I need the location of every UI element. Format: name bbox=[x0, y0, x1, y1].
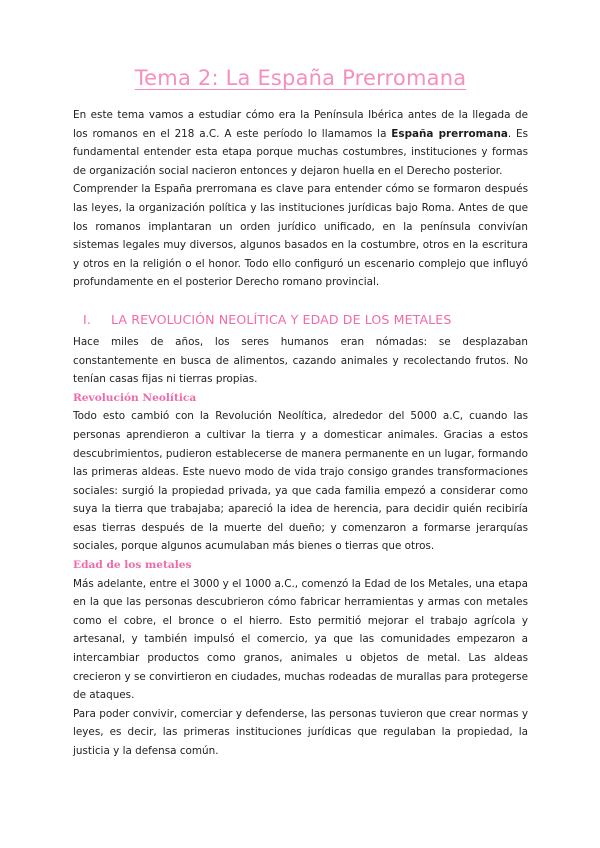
section-number: I. bbox=[83, 311, 91, 327]
intro-text-1b: . Es fundamental entender esta etapa porque muchas costumbres, instituciones y formas de organización social nacieron entonces y dejaron huella en el Derecho posterior. bbox=[73, 127, 528, 177]
section-paragraph-2: Todo esto cambió con la Revolución Neolítica, alrededor del 5000 a.C, cuando las personas aprendieron a cultivar la tierra y a domesticar animales. Gracias a estos descubrimientos, pudieron establecerse de manera permanente en un lugar, formando las primeras aldeas. Este nuevo modo de vida trajo consigo grandes transformaciones sociales: surgió la propiedad privada, ya que cada familia empezó a considerar como suya la tierra que trabajaba; apareció la idea de herencia, para decidir quién recibiría esas tierras después de la muerte del dueño; y comenzaron a formarse jerarquías sociales, porque algunos acumulaban más bienes o tierras que otros. bbox=[73, 410, 528, 553]
intro-bold-term: España prerromana bbox=[391, 127, 508, 140]
subheading-metals: Edad de los metales bbox=[73, 559, 192, 572]
subheading-neolithic: Revolución Neolítica bbox=[73, 391, 197, 404]
section-title: LA REVOLUCIÓN NEOLÍTICA Y EDAD DE LOS METALES bbox=[111, 311, 452, 327]
intro-paragraph-1 bbox=[73, 106, 528, 180]
section-paragraph-1: Hace miles de años, los seres humanos eran nómadas: se desplazaban constantemente en busca de alimentos, cazando animales y recolectando frutos. No tenían casas fijas ni tierras propias. bbox=[73, 335, 528, 386]
section-heading bbox=[73, 312, 528, 327]
intro-paragraph-2: Comprender la España prerromana es clave para entender cómo se formaron después las leyes, la organización política y las instituciones jurídicas bajo Roma. Antes de que los romanos implantaran un orden jurídico unificado, en la península convivían sistemas legales muy diversos, algunos basados en la costumbre, otros en la escritura y otros en la religión o el honor. Todo ello configuró un escenario complejo que influyó profundamente en el posterior Derecho romano provincial. bbox=[73, 183, 528, 289]
section-paragraph-4: Para poder convivir, comerciar y defenderse, las personas tuvieron que crear normas y leyes, es decir, las primeras instituciones jurídicas que regulaban la propiedad, la justicia y la defensa común. bbox=[73, 707, 528, 757]
intro-text-1a: En este tema vamos a estudiar cómo era la Península Ibérica antes de la llegada de los romanos en el 218 a.C. A este período lo llamamos la bbox=[73, 109, 528, 140]
section-paragraph-3: Más adelante, entre el 3000 y el 1000 a.C., comenzó la Edad de los Metales, una etapa en la que las personas descubrieron cómo fabricar herramientas y armas con metales como el cobre, el bronce o el hierro. Esto permitió mejorar el trabajo agrícola y artesanal, y también impulsó el comercio, ya que las comunidades empezaron a intercambiar productos como granos, animales u objetos de metal. Las aldeas crecieron y se convirtieron en ciudades, muchas rodeadas de murallas para protegerse de ataques. bbox=[73, 577, 528, 702]
page-title: Tema 2: La España Prerromana bbox=[134, 66, 467, 90]
